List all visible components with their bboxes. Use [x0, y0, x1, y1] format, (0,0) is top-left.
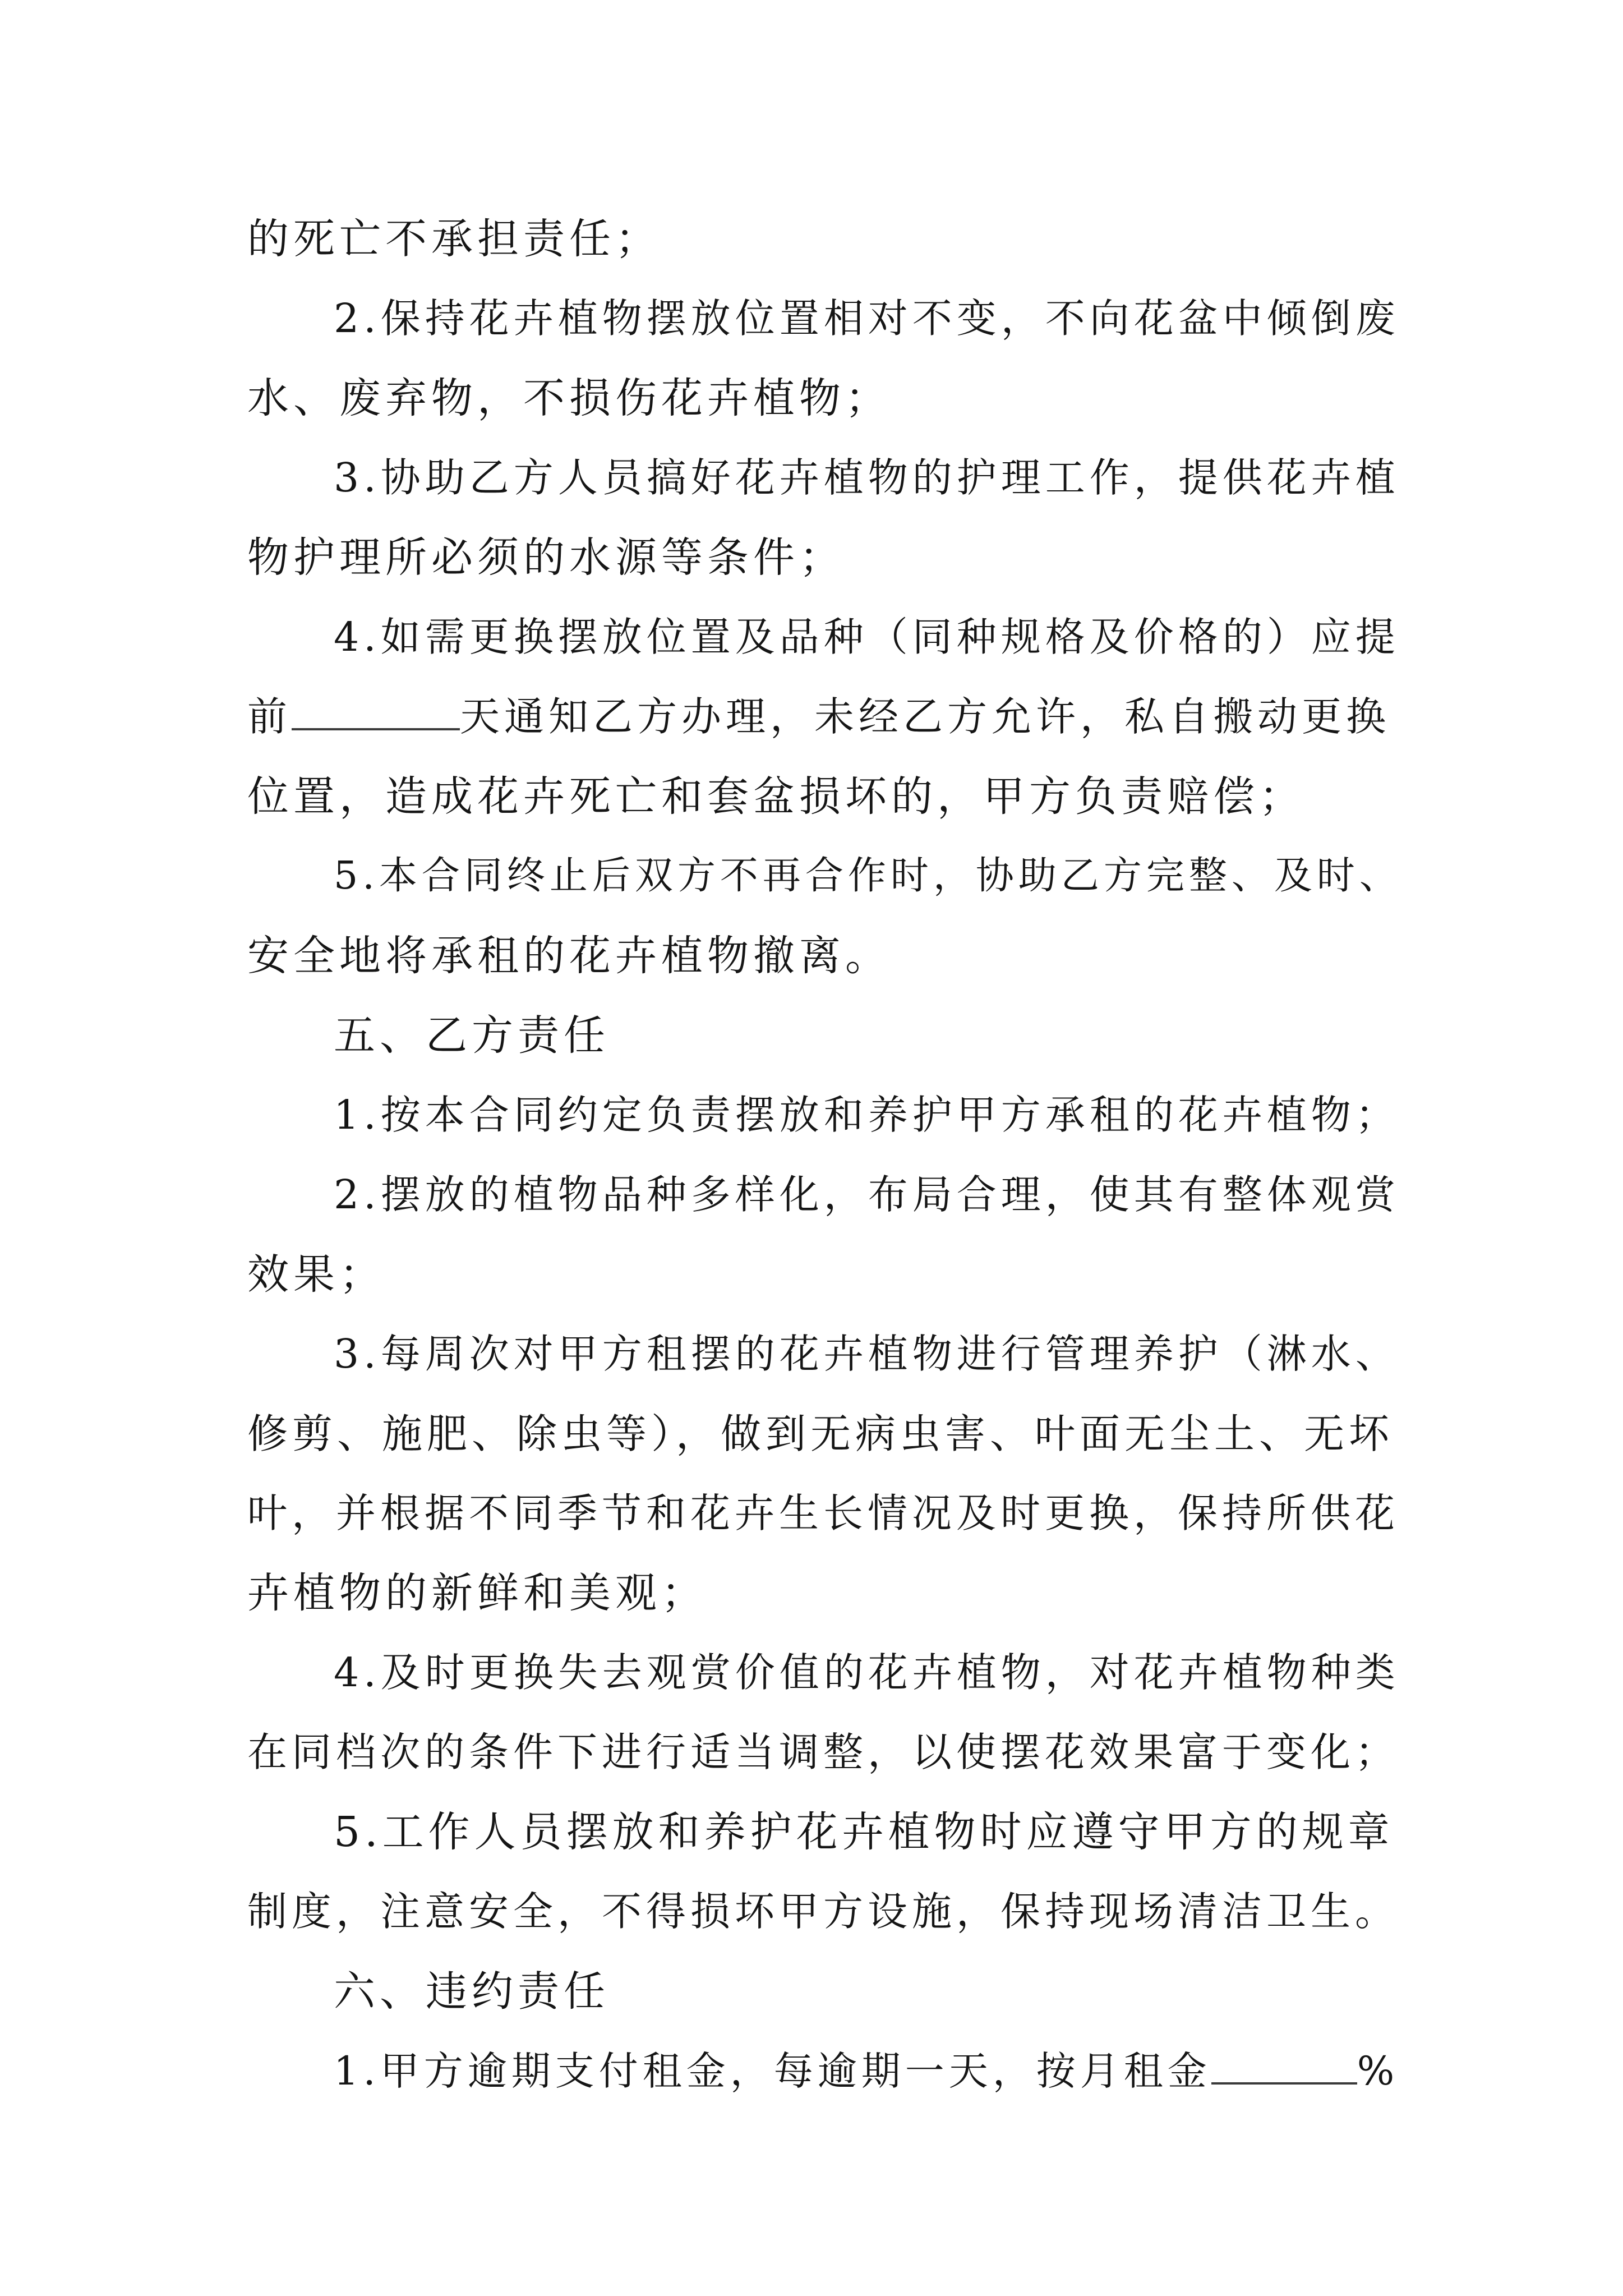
text-line-9: 5.本合同终止后双方不再合作时，协助乙方完整、及时、: [334, 854, 1402, 898]
text-line-19: 4.及时更换失去观赏价值的花卉植物，对花卉植物种类: [334, 1649, 1400, 1696]
text-line-13: 2.摆放的植物品种多样化，布局合理，使其有整体观赏: [334, 1171, 1400, 1218]
text-line-15: 3.每周次对甲方租摆的花卉植物进行管理养护（淋水、: [334, 1331, 1400, 1377]
text-line-24-after: %: [1357, 2048, 1399, 2094]
text-line-7-after: 天通知乙方办理，未经乙方允许，私自搬动更换: [460, 693, 1391, 740]
text-line-1: 的死亡不承担责任；: [247, 215, 661, 263]
text-line-8: 位置，造成花卉死亡和套盆损坏的，甲方负责赔偿；: [247, 772, 1305, 821]
text-line-24-before: 1.甲方逾期支付租金，每逾期一天，按月租金: [334, 2048, 1211, 2094]
text-line-18: 卉植物的新鲜和美观；: [247, 1569, 707, 1617]
text-line-4: 3.协助乙方人员搞好花卉植物的护理工作，提供花卉植: [334, 454, 1400, 501]
text-line-22: 制度，注意安全，不得损坏甲方设施，保持现场清洁卫生。: [247, 1888, 1400, 1935]
text-line-6: 4.如需更换摆放位置及品种（同种规格及价格的）应提: [334, 614, 1400, 660]
text-line-12: 1.按本合同约定负责摆放和养护甲方承租的花卉植物；: [334, 1092, 1400, 1138]
text-line-2: 2.保持花卉植物摆放位置相对不变，不向花盆中倾倒废: [334, 295, 1400, 342]
text-line-7-before: 前: [247, 693, 292, 740]
text-line-16: 修剪、施肥、除虫等），做到无病虫害、叶面无尘土、无坏: [247, 1410, 1394, 1457]
section-heading-6: 六、违约责任: [334, 1967, 610, 2016]
text-line-24: [334, 2034, 1399, 2108]
text-line-7: [247, 680, 1390, 754]
section-heading-5: 五、乙方责任: [334, 1011, 610, 1060]
text-line-10: 安全地将承租的花卉植物撤离。: [247, 932, 891, 980]
fill-in-blank-percent: [1211, 2047, 1357, 2085]
text-line-17: 叶，并根据不同季节和花卉生长情况及时更换，保持所供花: [247, 1490, 1400, 1536]
text-line-3: 水、废弃物，不损伤花卉植物；: [247, 374, 891, 422]
fill-in-blank-days: [292, 693, 460, 730]
text-line-21: 5.工作人员摆放和养护花卉植物时应遵守甲方的规章: [334, 1808, 1394, 1856]
text-line-20: 在同档次的条件下进行适当调整，以使摆花效果富于变化；: [247, 1729, 1400, 1775]
text-line-14: 效果；: [247, 1250, 385, 1299]
text-line-5: 物护理所必须的水源等条件；: [247, 533, 845, 582]
